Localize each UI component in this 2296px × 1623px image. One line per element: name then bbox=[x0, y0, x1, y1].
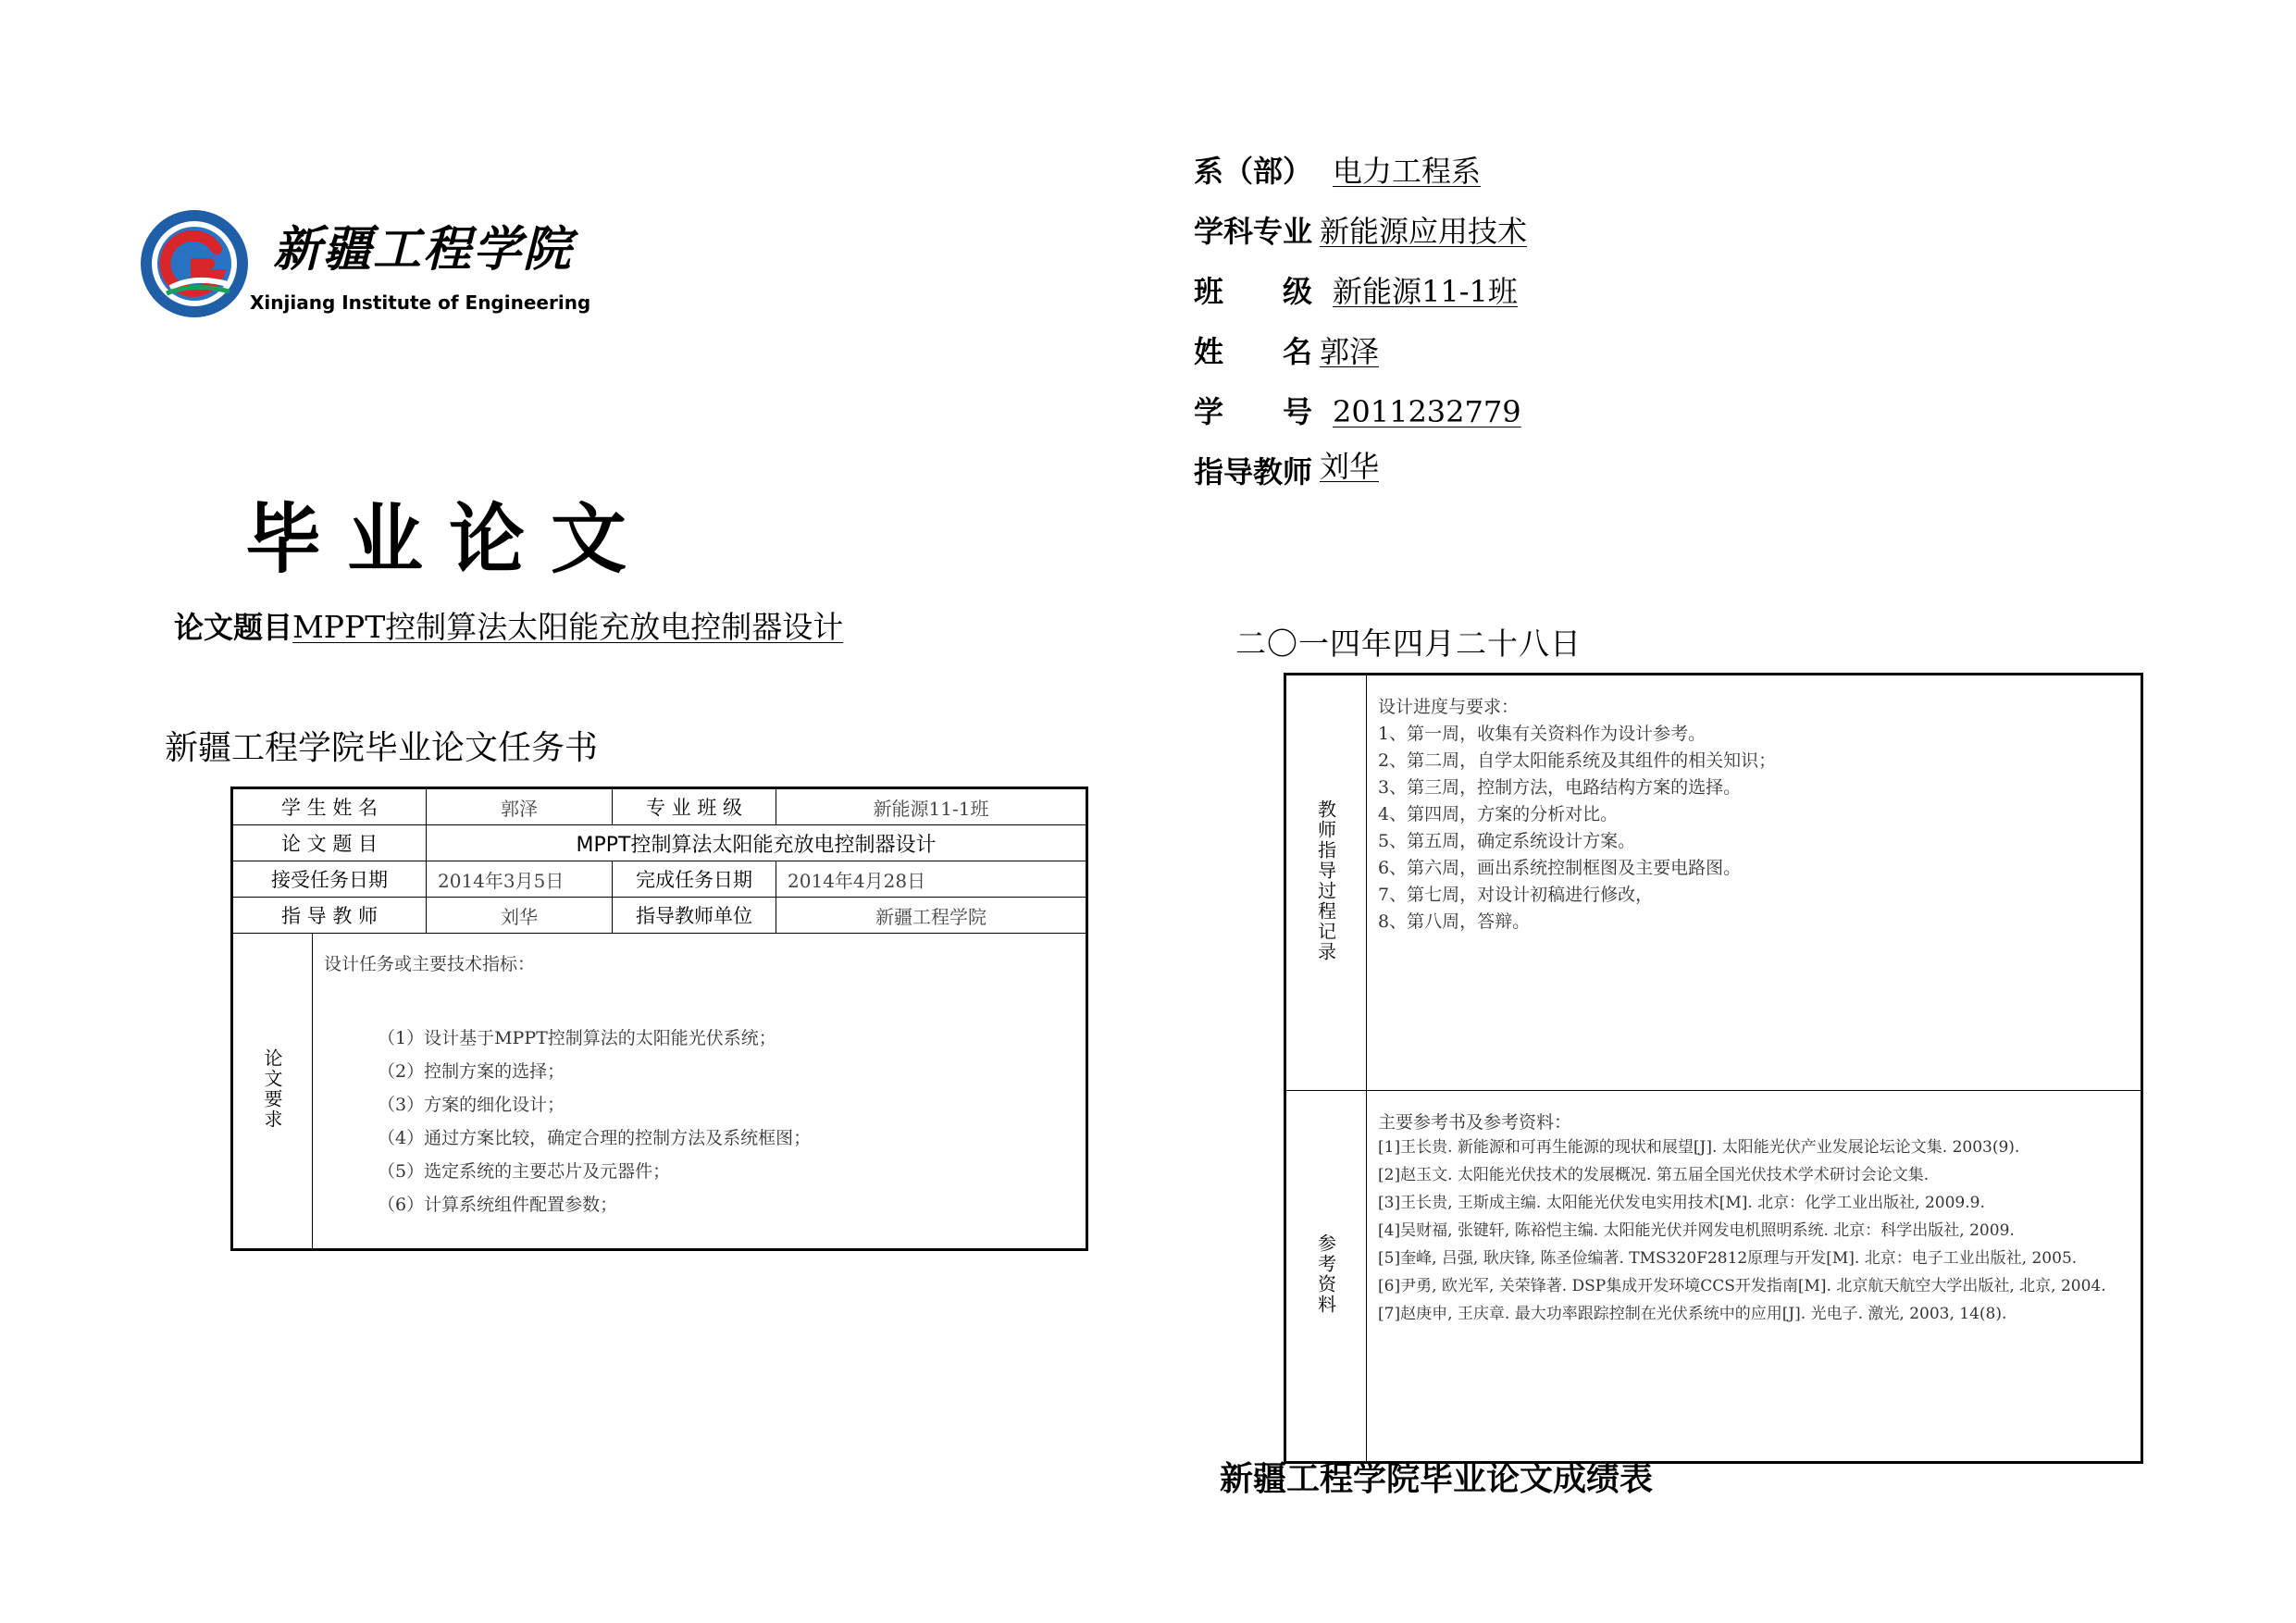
student-id-label: 学 号 bbox=[1194, 394, 1313, 429]
list-item: [5]奎峰, 吕强, 耿庆锋, 陈圣俭编著. TMS320F2812原理与开发[M]. 北京：电子工业出版社, 2005. bbox=[1378, 1249, 2078, 1268]
list-item: （4）通过方案比较，确定合理的控制方法及系统框图； bbox=[378, 1128, 812, 1148]
list-item: （5）选定系统的主要芯片及元器件； bbox=[378, 1161, 671, 1182]
name-label: 姓 名 bbox=[1194, 334, 1313, 369]
guidance-table bbox=[1284, 673, 2143, 1464]
progress-label: 教师指导过程记录 bbox=[1314, 799, 1337, 962]
class-value: 新能源11-1班 bbox=[1333, 274, 1518, 309]
list-item: （3）方案的细化设计； bbox=[378, 1095, 565, 1115]
list-item: [4]吴财福, 张键轩, 陈裕恺主编. 太阳能光伏并网发电机照明系统. 北京：科学出版社, 2009. bbox=[1378, 1221, 2015, 1240]
department-value: 电力工程系 bbox=[1333, 154, 1482, 189]
topic-row bbox=[174, 603, 843, 647]
topic-label: 论文题目 bbox=[174, 610, 293, 645]
name-row bbox=[1194, 328, 1379, 371]
list-item: 3、第三周，控制方法，电路结构方案的选择。 bbox=[1378, 777, 1742, 798]
advisor-label: 指 导 教 师 bbox=[232, 898, 427, 934]
list-item: [1]王长贵. 新能源和可再生能源的现状和展望[J]. 太阳能光伏产业发展论坛论文集. 2003(9). bbox=[1378, 1138, 2020, 1157]
receive-date-label: 接受任务日期 bbox=[232, 861, 427, 898]
student-name-label: 学 生 姓 名 bbox=[232, 788, 427, 825]
school-logo bbox=[139, 208, 591, 328]
list-item: 7、第七周，对设计初稿进行修改， bbox=[1378, 885, 1654, 905]
table-row bbox=[232, 788, 1087, 825]
topic-value: MPPT控制算法太阳能充放电控制器设计 bbox=[292, 609, 844, 645]
major-class-value: 新能源11-1班 bbox=[776, 788, 1087, 825]
name-value: 郭泽 bbox=[1320, 334, 1380, 369]
list-item: （1）设计基于MPPT控制算法的太阳能光伏系统； bbox=[378, 1028, 776, 1048]
school-emblem-icon bbox=[139, 208, 250, 319]
table-row bbox=[232, 934, 1087, 1250]
list-item: [3]王长贵, 王斯成主编. 太阳能光伏发电实用技术[M]. 北京：化学工业出版社, 2009.9. bbox=[1378, 1194, 1985, 1212]
list-item: 6、第六周，画出系统控制框图及主要电路图。 bbox=[1378, 858, 1742, 878]
requirements-cell bbox=[313, 934, 1087, 1250]
list-item: [2]赵玉文. 太阳能光伏技术的发展概况. 第五届全国光伏技术学术研讨会论文集. bbox=[1378, 1166, 1930, 1184]
advisor-info-value: 刘华 bbox=[1320, 449, 1380, 484]
student-name-value: 郭泽 bbox=[427, 788, 613, 825]
student-id-value: 2011232779 bbox=[1333, 394, 1521, 429]
advisor-row bbox=[1194, 449, 1379, 491]
finish-date-label: 完成任务日期 bbox=[613, 861, 776, 898]
table-row bbox=[1285, 675, 2142, 1091]
table-row bbox=[232, 825, 1087, 861]
progress-cell bbox=[1367, 675, 2142, 1091]
class-label: 班 级 bbox=[1194, 274, 1313, 309]
major-class-label: 专 业 班 级 bbox=[613, 788, 776, 825]
major-label: 学科专业 bbox=[1194, 214, 1313, 249]
student-id-row bbox=[1194, 389, 1521, 431]
grade-table-title: 新疆工程学院毕业论文成绩表 bbox=[1220, 1460, 1654, 1498]
advisor-unit-label: 指导教师单位 bbox=[613, 898, 776, 934]
finish-date-value: 2014年4月28日 bbox=[776, 861, 1087, 898]
requirements-label-cell bbox=[232, 934, 313, 1250]
list-item: （2）控制方案的选择； bbox=[378, 1061, 565, 1082]
list-item: 4、第四周，方案的分析对比。 bbox=[1378, 804, 1619, 824]
list-item: 1、第一周，收集有关资料作为设计参考。 bbox=[1378, 724, 1706, 744]
table-row bbox=[1285, 1091, 2142, 1463]
major-row bbox=[1194, 208, 1527, 251]
list-item: 2、第二周，自学太阳能系统及其组件的相关知识； bbox=[1378, 750, 1777, 771]
taskbook-title: 新疆工程学院毕业论文任务书 bbox=[165, 729, 599, 767]
school-name-cn: 新疆工程学院 bbox=[273, 221, 574, 278]
list-item: 8、第八周，答辩。 bbox=[1378, 911, 1531, 932]
table-row bbox=[232, 898, 1087, 934]
class-row bbox=[1194, 268, 1518, 311]
topic-cell-label: 论 文 题 目 bbox=[232, 825, 427, 861]
thesis-title: 毕业论文 bbox=[245, 496, 653, 584]
progress-label-cell bbox=[1285, 675, 1367, 1091]
refs-cell bbox=[1367, 1091, 2142, 1463]
advisor-value: 刘华 bbox=[427, 898, 613, 934]
list-item: 5、第五周，确定系统设计方案。 bbox=[1378, 831, 1636, 851]
list-item: [7]赵庚申, 王庆章. 最大功率跟踪控制在光伏系统中的应用[J]. 光电子. 激光, 2003, 14(8). bbox=[1378, 1305, 2007, 1323]
progress-heading: 设计进度与要求： bbox=[1378, 697, 1520, 717]
task-table bbox=[230, 787, 1088, 1251]
department-label: 系（部） bbox=[1194, 154, 1313, 189]
school-name-en: Xinjiang Institute of Engineering bbox=[250, 291, 591, 314]
requirements-heading: 设计任务或主要技术指标： bbox=[324, 954, 536, 974]
list-item: [6]尹勇, 欧光军, 关荣锋著. DSP集成开发环境CCS开发指南[M]. 北京航天航空大学出版社, 北京, 2004. bbox=[1378, 1277, 2106, 1295]
requirements-label: 论文要求 bbox=[261, 1048, 283, 1130]
advisor-unit-value: 新疆工程学院 bbox=[776, 898, 1087, 934]
major-value: 新能源应用技术 bbox=[1320, 214, 1528, 249]
refs-label: 参考资料 bbox=[1314, 1233, 1337, 1315]
list-item: （6）计算系统组件配置参数； bbox=[378, 1195, 618, 1215]
submission-date: 二〇一四年四月二十八日 bbox=[1235, 626, 1582, 662]
table-row bbox=[232, 861, 1087, 898]
refs-label-cell bbox=[1285, 1091, 1367, 1463]
topic-cell-value: MPPT控制算法太阳能充放电控制器设计 bbox=[427, 825, 1087, 861]
advisor-info-label: 指导教师 bbox=[1194, 454, 1313, 489]
refs-heading: 主要参考书及参考资料： bbox=[1378, 1112, 1572, 1133]
department-row bbox=[1194, 148, 1481, 191]
receive-date-value: 2014年3月5日 bbox=[427, 861, 613, 898]
